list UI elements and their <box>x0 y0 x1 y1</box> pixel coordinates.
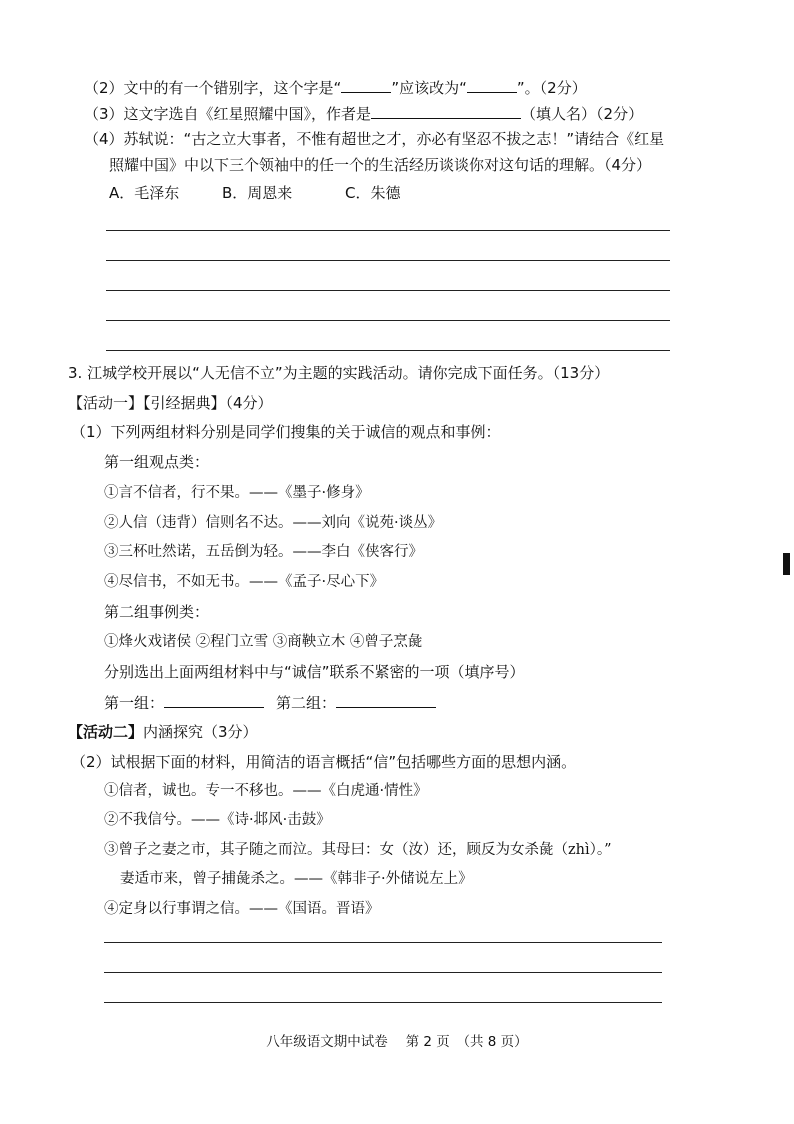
answer-line-8[interactable] <box>104 1002 662 1003</box>
answer-line-2[interactable] <box>106 260 670 261</box>
answer-blank-wrong-char[interactable] <box>341 77 391 93</box>
page-footer: 八年级语文期中试卷 第 2 页 （共 8 页） <box>266 1034 528 1050</box>
group-1-title: 第一组观点类： <box>104 453 210 471</box>
activity-1-instruction: 分别选出上面两组材料中与“诚信”联系不紧密的一项（填序号） <box>104 663 525 681</box>
question-2-2: （2）文中的有一个错别字，这个字是“ ”应该改为“ ”。（2分） <box>84 79 587 97</box>
answer-line-5[interactable] <box>106 350 670 351</box>
question-3-title: 3. 江城学校开展以“人无信不立”为主题的实践活动。请你完成下面任务。（13分） <box>68 364 610 382</box>
material-item: ①信者，诚也。专一不移也。——《白虎通·情性》 <box>104 783 428 799</box>
answer-line-3[interactable] <box>106 290 670 291</box>
answer-blank-group-2[interactable] <box>336 692 436 708</box>
question-2-3: （3）这文字选自《红星照耀中国》，作者是 （填人名）（2分） <box>84 105 644 123</box>
activity-2-prompt: （2）试根据下面的材料，用简洁的语言概括“信”包括哪些方面的思想内涵。 <box>71 753 577 771</box>
group-1-item: ③三杯吐然诺，五岳倒为轻。——李白《侠客行》 <box>104 544 423 560</box>
material-item: ④定身以行事谓之信。——《国语。晋语》 <box>104 901 380 917</box>
activity-1-header: 【活动一】【引经据典】（4分） <box>68 394 273 412</box>
answer-line-6[interactable] <box>104 942 662 943</box>
choice-b: B．周恩来 <box>222 184 293 202</box>
group-1-item: ④尽信书，不如无书。——《孟子·尽心下》 <box>104 574 385 590</box>
question-2-4-line1: （4）苏轼说：“古之立大事者，不惟有超世之才，亦必有坚忍不拔之志！”请结合《红星 <box>84 130 665 148</box>
material-item-continued: 妻适市来，曾子捕彘杀之。——《韩非子·外储说左上》 <box>120 871 473 887</box>
activity-2-header: 【活动二】内涵探究（3分） <box>68 723 258 741</box>
answer-line-4[interactable] <box>106 320 670 321</box>
scan-edge-mark <box>783 553 790 575</box>
group-1-item: ②人信（违背）信则名不达。——刘向《说苑·谈丛》 <box>104 515 443 531</box>
material-item: ②不我信兮。——《诗·邶风·击鼓》 <box>104 812 331 828</box>
group-2-items: ①烽火戏诸侯 ②程门立雪 ③商鞅立木 ④曾子烹彘 <box>104 634 423 650</box>
choice-a: A．毛泽东 <box>109 184 180 202</box>
choice-c: C．朱德 <box>345 184 401 202</box>
material-item: ③曾子之妻之市，其子随之而泣。其母曰：女（汝）还，顾反为女杀彘（zhì）。” <box>104 842 612 858</box>
question-2-4-line2: 照耀中国》中以下三个领袖中的任一个的生活经历谈谈你对这句话的理解。（4分） <box>109 156 652 174</box>
activity-1-answer-row: 第一组： 第二组： <box>104 692 436 713</box>
activity-1-prompt: （1）下列两组材料分别是同学们搜集的关于诚信的观点和事例： <box>71 423 501 441</box>
answer-blank-author[interactable] <box>371 103 521 119</box>
answer-blank-group-1[interactable] <box>164 692 264 708</box>
group-2-title: 第二组事例类： <box>104 603 210 621</box>
answer-line-1[interactable] <box>106 230 670 231</box>
answer-blank-correct-char[interactable] <box>467 77 517 93</box>
group-1-item: ①言不信者，行不果。——《墨子·修身》 <box>104 485 370 501</box>
answer-line-7[interactable] <box>104 972 662 973</box>
